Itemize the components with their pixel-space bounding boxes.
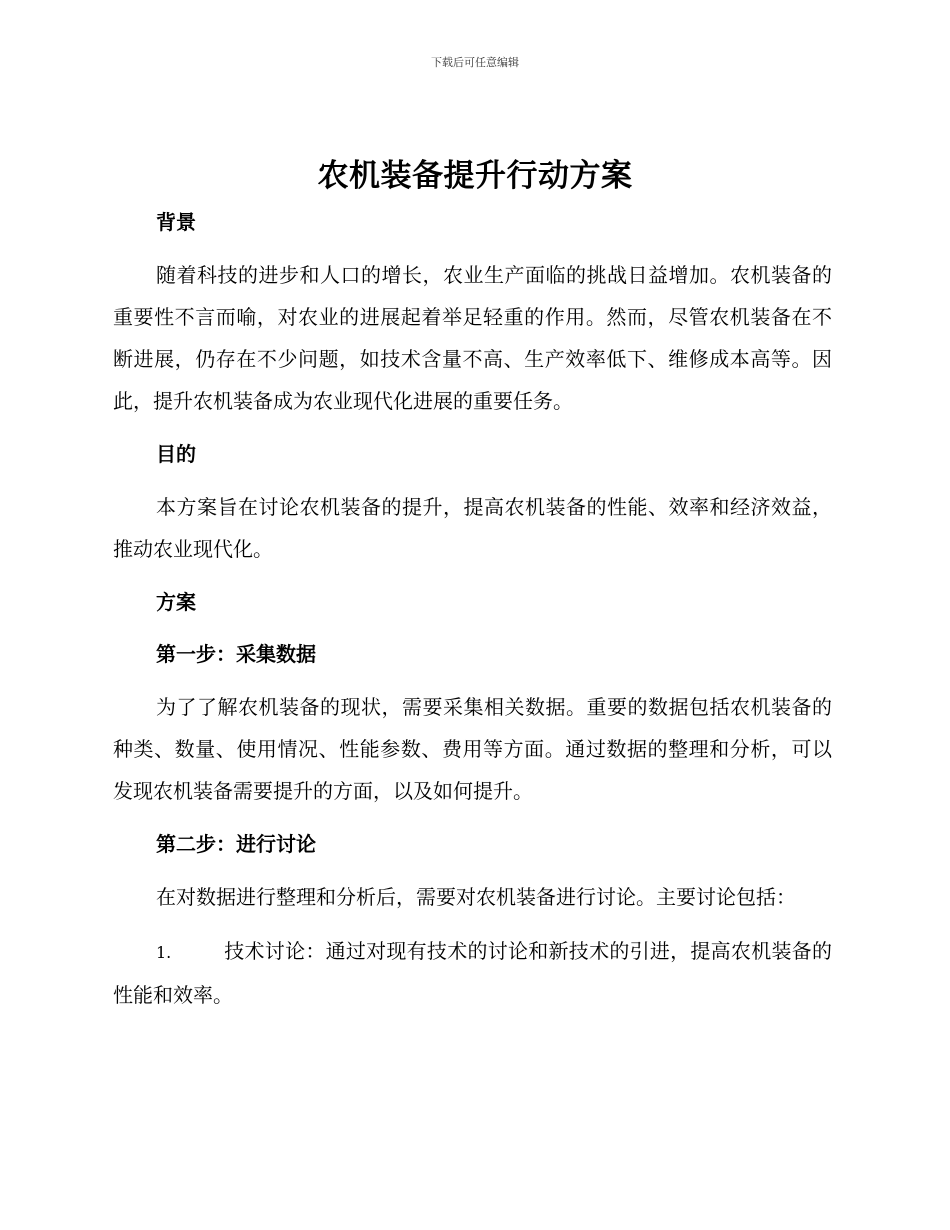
list-item-text: 技术讨论：通过对现有技术的讨论和新技术的引进，提高农机装备的性能和效率。 [113, 939, 832, 1007]
list-item [113, 930, 832, 1016]
paragraph-step2: 在对数据进行整理和分析后，需要对农机装备进行讨论。主要讨论包括： [156, 885, 796, 909]
section-heading-step2: 第二步：进行讨论 [156, 832, 316, 856]
paragraph-step1: 为了了解农机装备的现状，需要采集相关数据。重要的数据包括农机装备的种类、数量、使用情况、性能参数、费用等方面。通过数据的整理和分析，可以发现农机装备需要提升的方面，以及如何提升。 [113, 695, 832, 803]
paragraph-background: 随着科技的进步和人口的增长，农业生产面临的挑战日益增加。农机装备的重要性不言而喻，对农业的进展起着举足轻重的作用。然而，尽管农机装备在不断进展，仍存在不少问题，如技术含量不高、生产效率低下、维修成本高等。因此，提升农机装备成为农业现代化进展的重要任务。 [113, 263, 832, 413]
section-heading-purpose: 目的 [156, 442, 196, 466]
section-heading-plan: 方案 [156, 590, 196, 614]
page-header-note: 下载后可任意编辑 [431, 56, 519, 69]
document-title: 农机装备提升行动方案 [317, 158, 633, 194]
section-heading-background: 背景 [156, 210, 196, 234]
section-heading-step1: 第一步：采集数据 [156, 642, 316, 666]
paragraph-purpose: 本方案旨在讨论农机装备的提升，提高农机装备的性能、效率和经济效益，推动农业现代化。 [113, 495, 832, 561]
document-body [113, 202, 832, 1028]
list-item-number: 1. [156, 943, 172, 962]
